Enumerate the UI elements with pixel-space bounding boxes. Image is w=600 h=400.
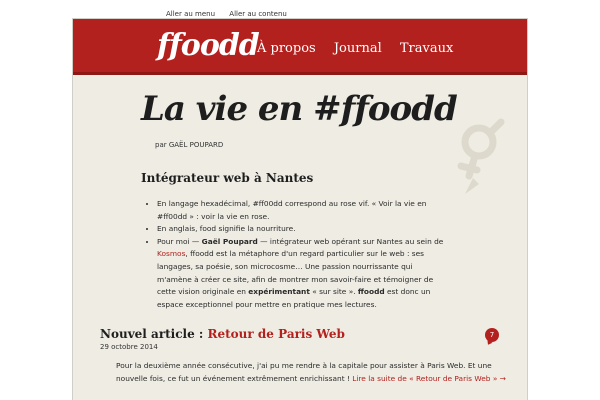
intro-list [145,198,445,311]
list-item: • Pour moi — Gaël Poupard — intégrateur web opérant sur Nantes au sein de Kosmos, ffoodd est la métaphore d'un regard particulier sur le web : ses langages, sa poésie, son microcosme… Une passion nourrissante qui m'amène à créer ce site, afin de montrer mon savoir-faire et témoigner de cette vision originale en expérimentant « sur site ». ffoodd est donc un espace exceptionnel pour mettre en pratique mes lectures. [157,236,445,312]
nav-item-travaux[interactable]: Travaux [399,41,454,56]
page-frame [72,18,528,400]
byline: par GAËL POUPARD [155,141,224,149]
skip-to-content-link[interactable]: Aller au contenu [229,10,287,18]
comment-count-badge[interactable]: 7 [485,328,499,342]
list-item: • En anglais, food signifie la nourriture. [157,223,445,236]
article-title-link[interactable]: Retour de Paris Web [207,327,345,341]
skip-links [166,10,299,18]
article-heading [100,327,345,341]
read-more-link[interactable]: Lire la suite de « Retour de Paris Web » → [352,373,506,383]
author-name: Gaël Poupard [201,236,258,246]
main-nav [257,41,467,56]
nav-item-a-propos[interactable]: À propos [257,41,316,56]
kosmos-link[interactable]: Kosmos [157,249,186,259]
skip-to-menu-link[interactable]: Aller au menu [166,10,216,18]
site-logo[interactable]: ffoodd [157,28,259,63]
article-excerpt: Pour la deuxième année consécutive, j'ai pu me rendre à la capitale pour assister à Paris Web. Et une nouvelle fois, ce fut un événement extrêmement enrichissant ! Lire la suite de « Retour de Paris Web » → [116,361,506,383]
main-content [73,78,527,400]
site-subtitle: Intégrateur web à Nantes [141,171,314,185]
site-header [73,19,527,75]
list-item: • En langage hexadécimal, #ff00dd correspond au rose vif. « Voir la vie en #ff00dd » : voir la vie en rose. [157,198,445,223]
gender-symbol-icon [447,118,507,198]
site-title: La vie en #ffoodd [141,89,457,129]
nav-item-journal[interactable]: Journal [333,41,382,56]
article-date: 29 octobre 2014 [100,343,158,351]
article-label: Nouvel article : [100,327,208,341]
